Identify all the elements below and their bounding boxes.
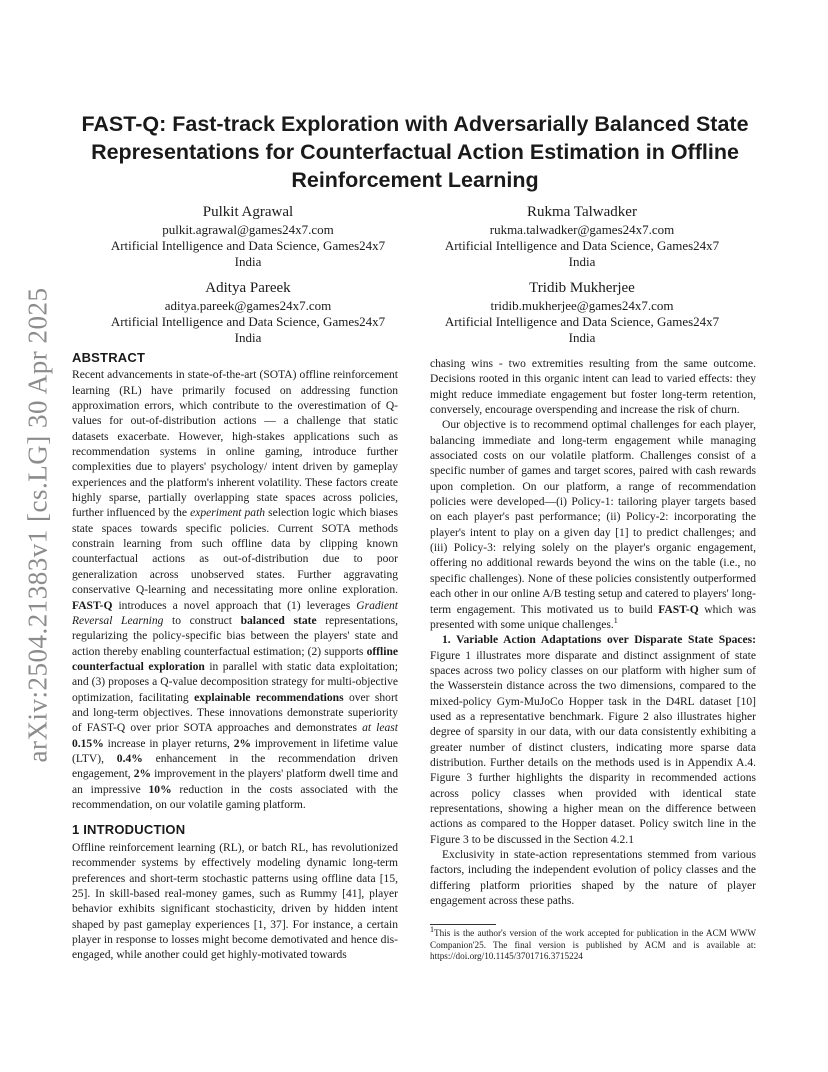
introduction-section <box>72 841 398 964</box>
author-country: India <box>234 330 262 345</box>
footnote-ref[interactable]: 1 <box>613 616 618 625</box>
paragraph-2: Our objective is to recommend optimal challenges for each player, balancing immediate and long-term engagement while managing associated costs on our volatile platform. Challenges consist of a specific number of games and target scores, paired with cash rewards upon completion. On our platform, a range of recommendation policies were developed—(i) Policy-1: tailoring player targets based on each player's past performance; (ii) Policy-2: incorporating the player's intent to play on a given day [1] to predict challenges; and (iii) Policy-3: relying solely on the player's organic engagement, offering no additional rewards beyond the wins on the table (i.e., no specific challenges). None of these policies consistently outperformed each other in our online A/B testing setup and catered to players' long-term engagement. This motivated us to build FAST-Q which was presented with some unique challenges.$^1$ <box>430 419 756 631</box>
author-email[interactable]: aditya.pareek@games24x7.com <box>164 298 332 313</box>
introduction-text: Offline reinforcement learning (RL), or batch RL, has revolutionized recommender systems by effectively modeling dynamic long-term preferences and short-term stochastic patterns using offline data [15, 25]. In skill-based real-money games, such as Rummy [41], player behavior exhibits significant stochasticity, driven by hidden intent shaped by past gameplay experiences [1, 37]. For instance, a certain player in response to losses might become demotivated and hence dis-engaged, while another could get highly-motivated towards <box>72 842 398 962</box>
author-block-4 <box>438 279 726 346</box>
author-country: India <box>568 330 596 345</box>
arxiv-stamp-text: arXiv:2504.21383v1 [cs.LG] 30 Apr 2025 <box>22 287 53 763</box>
right-column <box>430 357 756 909</box>
author-email[interactable]: pulkit.agrawal@games24x7.com <box>162 222 334 237</box>
paper-title: FAST-Q: Fast-track Exploration with Adversarially Balanced State Representations for Counterfactual Action Estimation in Offline Reinforcement Learning <box>81 112 749 192</box>
author-country: India <box>568 254 596 269</box>
author-email[interactable]: tridib.mukherjee@games24x7.com <box>490 298 674 313</box>
abstract-heading: ABSTRACT <box>72 350 146 365</box>
author-name: Tridib Mukherjee <box>529 280 635 296</box>
abstract-text: Recent advancements in state-of-the-art (SOTA) offline reinforcement learning (RL) have primarily focused on addressing function approximation errors, which contribute to the overestimation of Q-values for out-of-distribution actions — a challenge that static datasets exacerbate. However, high-stakes applications such as recommendation systems in online gaming, introduce further complexities due to players' psychology/ intent driven by gameplay experiences and the platform's inherent volatility. These factors create highly sparse, partially overlapping state spaces across policies, further influenced by the experiment path selection logic which biases state spaces towards specific policies. Current SOTA methods constrain learning from such offline data by clipping known counterfactual actions as out-of-distribution due to poor generalization across unobserved states. Further aggravating conservative Q-learning and necessitating more online exploration. FAST-Q introduces a novel approach that (1) leverages Gradient Reversal Learning to construct balanced state representations, regularizing the policy-specific bias between the players' state and action thereby enabling counterfactual estimation; (2) supports offline counterfactual exploration in parallel with static data exploitation; and (3) proposes a Q-value decomposition strategy for multi-objective optimization, facilitating explainable recommendations over short and long-term objectives. These innovations demonstrate superiority of FAST-Q over prior SOTA approaches and demonstrates at least 0.15% increase in player returns, 2% improvement in lifetime value (LTV), 0.4% enhancement in the recommendation driven engagement, 2% improvement in the players' platform dwell time and an impressive 10% reduction in the costs associated with the recommendation, on our volatile gaming platform. <box>72 369 398 811</box>
footnote-divider <box>430 924 496 925</box>
author-block-3 <box>104 279 392 346</box>
author-name: Aditya Pareek <box>205 280 291 296</box>
author-block-2 <box>438 203 726 270</box>
author-country: India <box>234 254 262 269</box>
author-affiliation: Artificial Intelligence and Data Science, Games24x7 <box>444 238 720 253</box>
paragraph-4: Exclusivity in state-action representations stemmed from various factors, including the independent evolution of policy classes and the differing platform priorities shaped by the nature of player engagement across these paths. <box>430 849 756 908</box>
author-email[interactable]: rukma.talwadker@games24x7.com <box>489 222 675 237</box>
author-affiliation: Artificial Intelligence and Data Science, Games24x7 <box>110 314 386 329</box>
author-affiliation: Artificial Intelligence and Data Science, Games24x7 <box>110 238 386 253</box>
author-name: Rukma Talwadker <box>527 204 637 220</box>
footnote: $^1$This is the author's version of the work accepted for publication in the ACM WWW Companion'25. The final version is published by ACM and is available at: https://doi.org/10.1145/3701716.3715224 <box>430 924 756 961</box>
abstract-section <box>72 350 398 813</box>
introduction-heading: 1 INTRODUCTION <box>72 822 186 837</box>
author-affiliation: Artificial Intelligence and Data Science, Games24x7 <box>444 314 720 329</box>
paragraph-1: chasing wins - two extremities resulting from the same outcome. Decisions rooted in this organic intent can lead to varied effects: they might reduce immediate engagement but foster long-term retention, conversely, encourage overspending and increase the risk of churn. <box>430 358 756 417</box>
author-name: Pulkit Agrawal <box>202 204 294 220</box>
footnote-text: This is the author's version of the work accepted for publication in the ACM WWW Companion'25. The final version is published by ACM and is available at: https://doi.org/10.1145/3701716.3715224 <box>430 928 756 961</box>
author-block-1 <box>104 203 392 270</box>
arxiv-identifier <box>12 285 64 765</box>
paragraph-3: 1. Variable Action Adaptations over Disparate State Spaces: Figure 1 illustrates more disparate and distinct assignment of state spaces across two policy classes on our platform with higher sum of the Wasserstein distance across the two dimensions, compared to the mixed-policy Gym-MuJoCo Hopper task in the D4RL dataset [10] used as a representative benchmark. Figure 2 also illustrates higher degree of sparsity in our data, with our data consistently exhibiting a greater number of distinct clusters, indicating more sparse data distribution. Further details on the methods used is in Appendix A.4. Figure 3 further highlights the disparity in recommended actions across policy classes when provided with identical state representations, showing a higher mean on the difference between actions as compared to the Hopper dataset. Policy switch line in the Figure 3 to be discussed in the Section 4.2.1 <box>430 634 756 846</box>
